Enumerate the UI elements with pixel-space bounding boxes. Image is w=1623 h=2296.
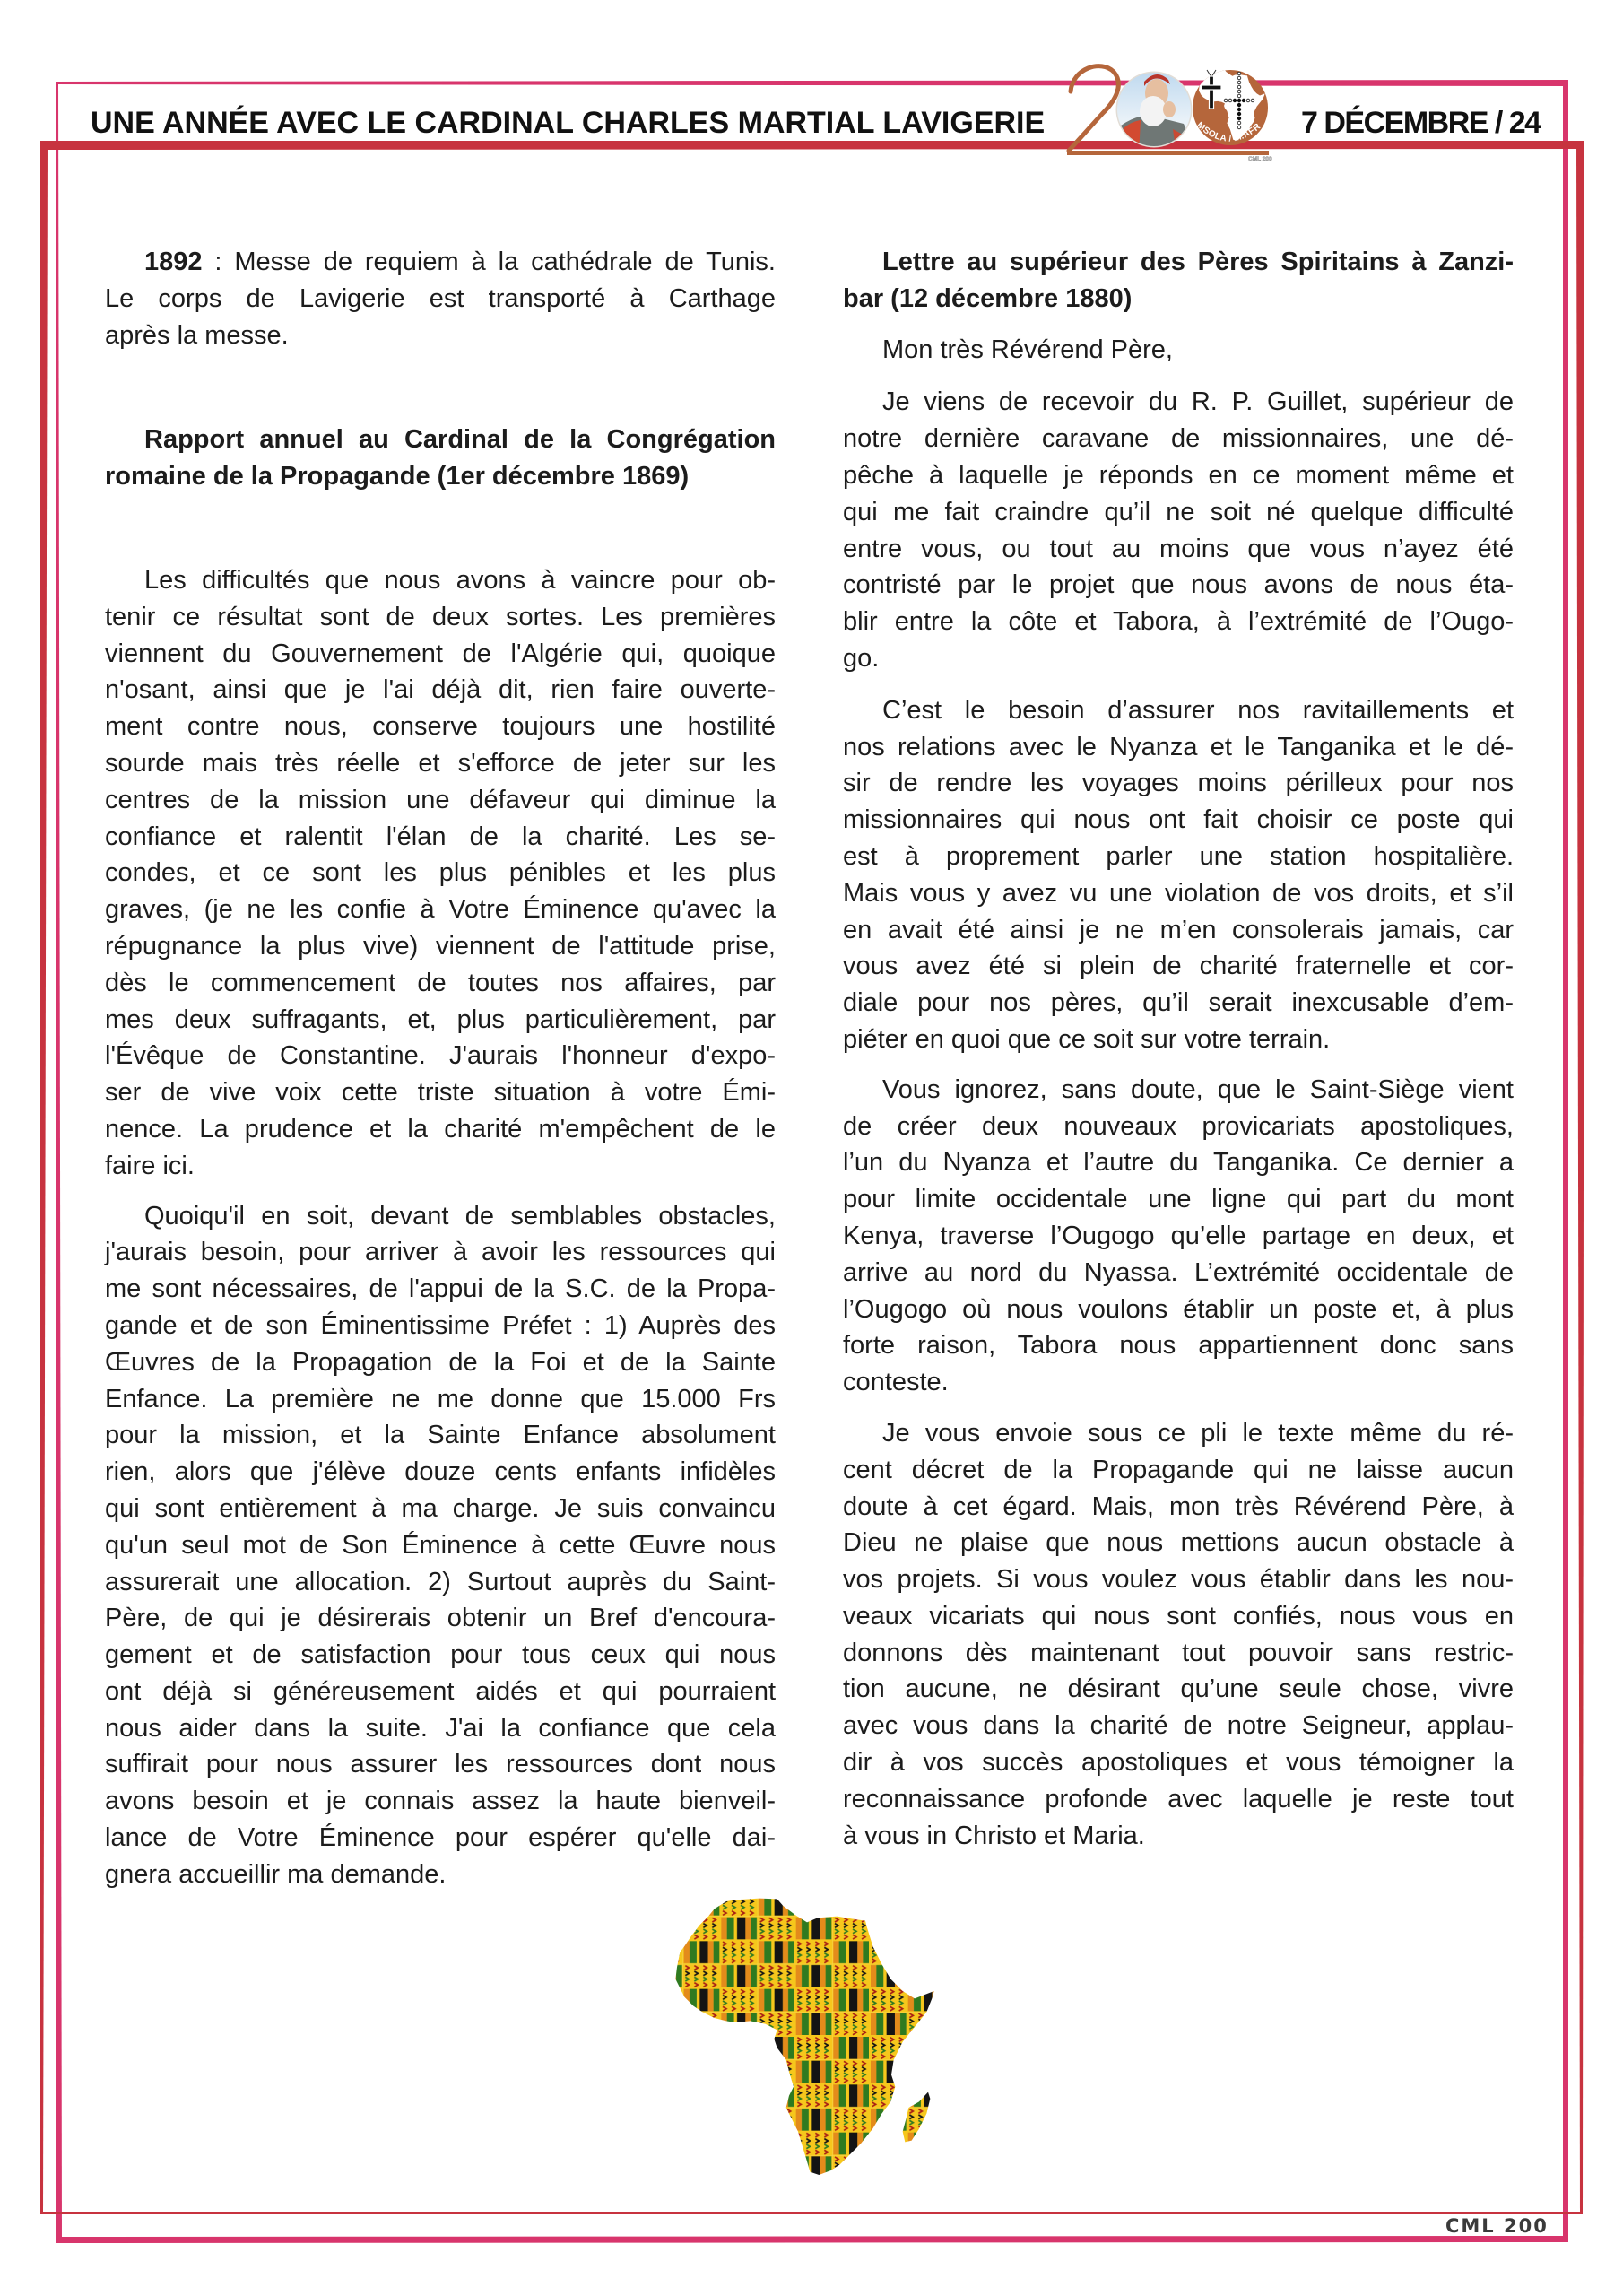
heading-line: Rapport annuel au Cardinal de la Congrégation	[144, 425, 776, 455]
text-line: diale pour nos pères, qu’il serait inexcusable d’em-	[843, 988, 1514, 1018]
text-line: l’Ougogo où nous voulons établir un poste et, à plus	[843, 1294, 1514, 1324]
text-line: Dieu ne plaise que nous mettions aucun obstacle à	[843, 1528, 1514, 1558]
text-line: entre vous, ou tout au moins que vous n’ayez été	[843, 534, 1514, 563]
text-line: blir entre la côte et Tabora, à l’extrémité de l’Ougo-	[843, 607, 1514, 637]
text-line: notre dernière caravane de missionnaires, une dé-	[843, 424, 1514, 454]
intro-paragraph	[105, 244, 776, 353]
year-label: 1892	[144, 248, 203, 276]
text-line: doute à cet égard. Mais, mon très Révérend Père, à	[843, 1492, 1514, 1521]
paragraph	[105, 562, 776, 1185]
text-line: centres de la mission une défaveur qui diminue la	[105, 785, 776, 814]
text-line: de créer deux nouveaux provicariats apostoliques,	[843, 1111, 1514, 1141]
paragraph	[843, 1072, 1514, 1401]
paragraph	[843, 1415, 1514, 1855]
text-line: après la messe.	[105, 320, 289, 350]
text-line: tion aucune, ne désirant qu’une seule chose, vivre	[843, 1674, 1514, 1704]
text-line: Œuvres de la Propagation de la Foi et de la Sainte	[105, 1347, 776, 1377]
text-line: lance de Votre Éminence pour espérer qu'elle dai-	[105, 1823, 776, 1853]
text-line: arrive au nord du Nyassa. L’extrémité occidentale de	[843, 1257, 1514, 1287]
text-line: Quoiqu'il en soit, devant de semblables obstacles,	[144, 1201, 776, 1231]
page-title: UNE ANNÉE AVEC LE CARDINAL CHARLES MARTIAL LAVIGERIE	[91, 106, 1046, 140]
section-heading-lettre	[843, 244, 1514, 317]
text-line: Vous ignorez, sans doute, que le Saint-Siège vient	[882, 1074, 1514, 1104]
text-line: forte raison, Tabora nous appartiennent donc sans	[843, 1331, 1514, 1361]
text-line: veaux vicariats qui nous sont confiés, nous vous en	[843, 1601, 1514, 1631]
text-line: dir à vos succès apostoliques et vous témoigner la	[843, 1748, 1514, 1778]
text-line: ont déjà si généreusement aidés et qui pourraient	[105, 1676, 776, 1706]
heading-line: bar (12 décembre 1880)	[843, 283, 1133, 313]
africa-continent-shape	[675, 1899, 933, 2175]
page-date: 7 DÉCEMBRE / 24	[1301, 106, 1541, 140]
left-column	[105, 244, 776, 1893]
emblem-caption: MSOLA / M.AFR	[1194, 120, 1263, 144]
text-line: Père, de qui je désirerais obtenir un Bref d'encoura-	[105, 1604, 776, 1633]
text-line: qui sont entièrement à ma charge. Je suis convaincu	[105, 1493, 776, 1523]
text-line: viennent du Gouvernement de l'Algérie qui, quoique	[105, 639, 776, 668]
text-line: j'aurais besoin, pour arriver à avoir les ressources qui	[105, 1238, 776, 1267]
text-line: sourde mais très réelle et s'efforce de jeter sur les	[105, 748, 776, 778]
text-line: dès le commencement de toutes nos affaires, par	[105, 968, 776, 997]
text-line: avons besoin et je connais assez la haute bienveil-	[105, 1787, 776, 1816]
text-line: cent décret de la Propagande qui ne laisse aucun	[843, 1455, 1514, 1484]
text-line: pêche à laquelle je réponds en ce moment même et	[843, 460, 1514, 490]
text-line: ment contre nous, conserve toujours une hostilité	[105, 712, 776, 742]
text-line: faire ici.	[105, 1151, 195, 1180]
text-line: qu'un seul mot de Son Éminence à cette Œuvre nous	[105, 1530, 776, 1560]
text-line: mes deux suffragants, et, plus particulièrement, par	[105, 1004, 776, 1034]
right-column	[843, 244, 1514, 1854]
text-line: sir de rendre les voyages moins périlleux pour nos	[843, 769, 1514, 798]
text-line: qui me fait craindre qu’il ne soit né quelque difficulté	[843, 497, 1514, 526]
text-line: me sont nécessaires, de l'appui de la S.C. de la Propa-	[105, 1274, 776, 1304]
text-line: l’un du Nyanza et l’autre du Tanganika. Ce dernier a	[843, 1148, 1514, 1178]
text-line: gande et de son Éminentissime Préfet : 1) Auprès des	[105, 1310, 776, 1340]
text-line: est à proprement parler une station hospitalière.	[843, 841, 1514, 871]
text-line: nous aider dans la suite. J'ai la confiance que cela	[105, 1713, 776, 1743]
text-line: confiance et ralentit l'élan de la charité. Les se-	[105, 822, 776, 851]
lavigerie-portrait	[1112, 68, 1202, 154]
text-line: graves, (je ne les confie à Votre Éminence qu'avec la	[105, 895, 776, 925]
text-line: conteste.	[843, 1368, 949, 1397]
text-line: Je viens de recevoir du R. P. Guillet, supérieur de	[882, 387, 1514, 417]
text-line: go.	[843, 643, 880, 673]
text-line: piéter en quoi que ce soit sur votre terrain.	[843, 1024, 1331, 1054]
text-line: tenir ce résultat sont de deux sortes. Les premières	[105, 602, 776, 631]
text-line: gement et de satisfaction pour tous ceux qui nous	[105, 1640, 776, 1670]
heading-line: Lettre au supérieur des Pères Spiritains à Zanzi-	[882, 248, 1514, 276]
text-line: Kenya, traverse l’Ougogo qu’elle partage en deux, et	[843, 1221, 1514, 1250]
text-line: condes, et ce sont les plus pénibles et les plus	[105, 858, 776, 888]
text-line: vous avez été si plein de charité fraternelle et cor-	[843, 952, 1514, 981]
text-line: reconnaissance profonde avec laquelle je reste tout	[843, 1784, 1514, 1813]
logo-small-label: CML 200	[1248, 156, 1272, 162]
text-line: C’est le besoin d’assurer nos ravitaillements et	[882, 695, 1514, 725]
text-line: vos projets. Si vous voulez vous établir dans les nou-	[843, 1565, 1514, 1595]
salutation-line: Mon très Révérend Père,	[882, 335, 1173, 364]
text-line: missionnaires qui nous ont fait choisir ce poste qui	[843, 805, 1514, 835]
paragraph	[843, 384, 1514, 676]
section-heading-rapport	[105, 422, 776, 495]
text-line: nence. La prudence et la charité m'empêchent de le	[105, 1114, 776, 1144]
text-line: Mais vous y avez vu une violation de vos droits, et s’il	[843, 878, 1514, 908]
africa-kente-map	[646, 1892, 959, 2197]
text-line: pour la mission, et la Sainte Enfance absolument	[105, 1421, 776, 1450]
text-line: nos relations avec le Nyanza et le Tanganika et le dé-	[843, 732, 1514, 761]
text-line: assurerait une allocation. 2) Surtout auprès du Saint-	[105, 1567, 776, 1596]
text-line: Le corps de Lavigerie est transporté à Carthage	[105, 283, 776, 313]
paragraph	[105, 1198, 776, 1893]
heading-line: romaine de la Propagande (1er décembre 1869)	[105, 462, 690, 491]
text-line: n'osant, ainsi que je l'ai déjà dit, rien faire ouverte-	[105, 675, 776, 705]
madagascar-shape	[903, 2092, 931, 2143]
msola-mafr-emblem	[1193, 70, 1268, 145]
text-line: Je vous envoie sous ce pli le texte même du ré-	[882, 1418, 1514, 1448]
text-line: avec vous dans la charité de notre Seigneur, applau-	[843, 1711, 1514, 1741]
text-line: suffirait pour nous assurer les ressources dont nous	[105, 1750, 776, 1779]
text-line: gnera accueillir ma demande.	[105, 1859, 447, 1889]
bicentenary-logo	[1058, 54, 1327, 170]
text-line: Enfance. La première ne me donne que 15.000 Frs	[105, 1384, 776, 1413]
text-line: ser de vive voix cette triste situation à votre Émi-	[105, 1078, 776, 1108]
text-line: pour limite occidentale une ligne qui part du mont	[843, 1185, 1514, 1214]
text-line: en avait été ainsi je ne m’en consolerais jamais, car	[843, 915, 1514, 944]
text-line: rien, alors que j'élève douze cents enfants infidèles	[105, 1457, 776, 1487]
text-line: à vous in Christo et Maria.	[843, 1821, 1145, 1850]
text-line: contristé par le projet que nous avons de nous éta-	[843, 570, 1514, 600]
text-line: Les difficultés que nous avons à vaincre pour ob-	[144, 565, 776, 595]
text-line	[105, 244, 776, 281]
text-line: répugnance la plus vive) viennent de l'attitude prise,	[105, 931, 776, 961]
text-line: l'Évêque de Constantine. J'aurais l'honneur d'expo-	[105, 1041, 776, 1071]
salutation	[843, 332, 1514, 369]
footer-label: CML 200	[1445, 2215, 1549, 2237]
intro-text: : Messe de requiem à la cathédrale de Tunis.	[202, 248, 776, 276]
text-line: donnons dès maintenant tout pouvoir sans restric-	[843, 1638, 1514, 1667]
paragraph	[843, 692, 1514, 1058]
